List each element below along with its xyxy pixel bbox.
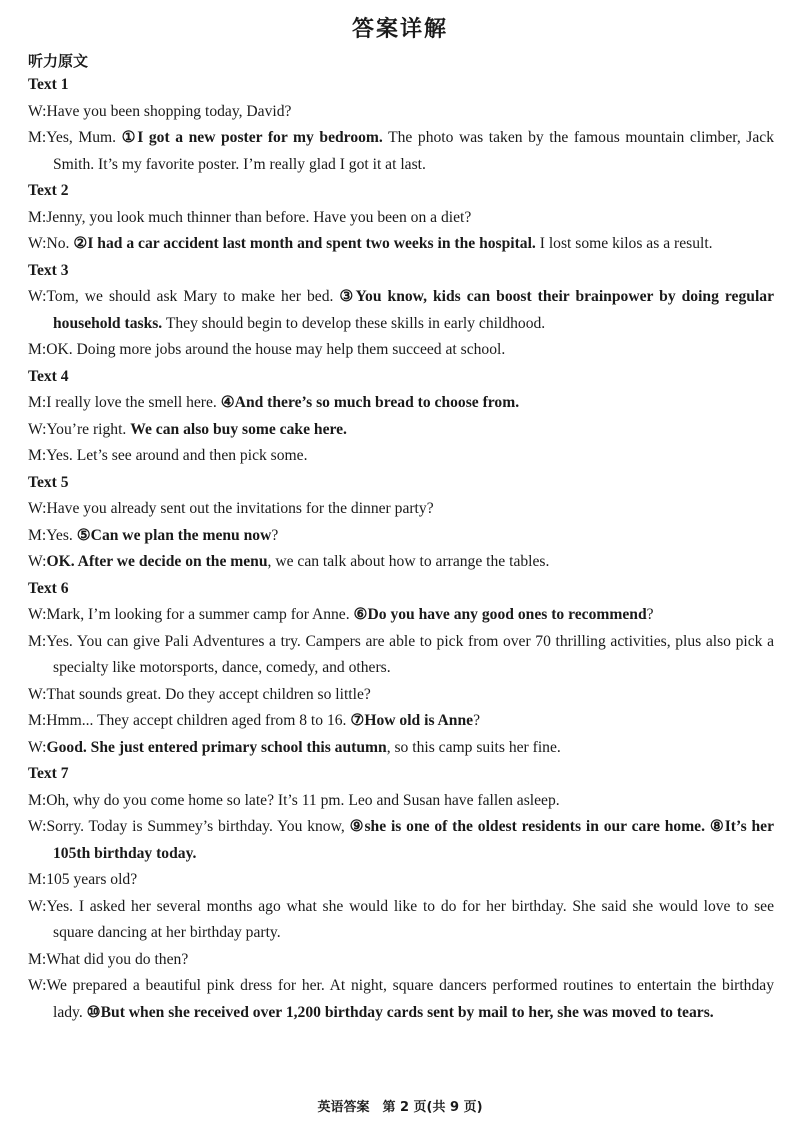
key-sentence: ②I had a car accident last month and spent two weeks in the hospital. xyxy=(73,235,536,252)
dialogue-line xyxy=(28,390,774,417)
speaker-label: W: xyxy=(28,553,47,570)
dialogue-line xyxy=(28,708,774,735)
dialogue-text: Yes. Let’s see around and then pick some. xyxy=(46,447,308,464)
dialogue-line xyxy=(28,788,774,815)
dialogue-text: , so this camp suits her fine. xyxy=(386,738,561,756)
key-sentence: ③You know, kids can boost their brainpower by doing regular household tasks. xyxy=(53,288,774,332)
dialogue-line xyxy=(28,523,774,550)
dialogue-text: We prepared a beautiful pink dress for her. At night, square dancers performed routines to entertain the birthday lady. xyxy=(46,977,774,1021)
dialogue-line xyxy=(28,337,774,364)
dialogue-line xyxy=(28,205,774,232)
dialogue-text: I lost some kilos as a result. xyxy=(535,235,713,252)
dialogue-text: Yes. xyxy=(46,526,77,544)
speaker-label: W: xyxy=(28,977,47,994)
key-sentence: ④And there’s so much bread to choose from. xyxy=(220,394,520,411)
dialogue-line xyxy=(28,814,774,867)
text-heading: Text 1 xyxy=(28,76,69,93)
text-heading: Text 5 xyxy=(28,473,69,491)
dialogue-line xyxy=(28,231,774,258)
key-sentence: ①I got a new poster for my bedroom. xyxy=(121,129,383,146)
dialogue-text: Have you already sent out the invitations for the dinner party? xyxy=(46,500,434,517)
speaker-label: M: xyxy=(28,208,47,226)
key-sentence: ⑤Can we plan the menu now xyxy=(76,526,272,544)
key-sentence: OK. After we decide on the menu xyxy=(46,553,268,570)
dialogue-line xyxy=(28,867,774,894)
dialogue-text: I really love the smell here. xyxy=(46,394,221,411)
dialogue-text: What did you do then? xyxy=(46,950,189,968)
dialogue-text: Yes. You can give Pali Adventures a try. Campers are able to pick from over 70 thrilling activities, plus also pick a specialty like motorsports, dance, comedy, and others. xyxy=(46,632,774,676)
dialogue-text: That sounds great. Do they accept children so little? xyxy=(46,685,371,703)
speaker-label: M: xyxy=(28,791,47,809)
speaker-label: M: xyxy=(28,129,47,146)
dialogue-text: No. xyxy=(46,235,74,252)
speaker-label: W: xyxy=(28,235,47,252)
speaker-label: M: xyxy=(28,871,47,888)
speaker-label: M: xyxy=(28,950,47,968)
text-heading: Text 4 xyxy=(28,367,69,385)
speaker-label: M: xyxy=(28,447,47,464)
speaker-label: W: xyxy=(28,738,47,756)
dialogue-line xyxy=(28,629,774,682)
page-title: 答案详解 xyxy=(351,17,448,42)
speaker-label: W: xyxy=(28,606,47,623)
dialogue-text: Sorry. Today is Summey’s birthday. You know, xyxy=(46,818,350,835)
dialogue-line xyxy=(28,284,774,337)
dialogue-line xyxy=(28,417,774,444)
dialogue-text: Oh, why do you come home so late? It’s 11 pm. Leo and Susan have fallen asleep. xyxy=(46,791,560,809)
text-heading: Text 6 xyxy=(28,579,69,597)
key-sentence: ⑩But when she received over 1,200 birthday cards sent by mail to her, she was moved to tears. xyxy=(86,1003,714,1021)
dialogue-line xyxy=(28,125,774,178)
dialogue-text: OK. Doing more jobs around the house may help them succeed at school. xyxy=(46,341,506,358)
dialogue-text: The photo was taken by the famous mountain climber, Jack Smith. It’s my favorite poster. I’m really glad I got it at last. xyxy=(53,129,775,173)
speaker-label: W: xyxy=(28,102,47,120)
dialogue-line xyxy=(28,735,774,762)
dialogue-line xyxy=(28,947,774,974)
speaker-label: M: xyxy=(28,526,47,544)
speaker-label: M: xyxy=(28,712,47,729)
dialogue-text: ? xyxy=(646,606,654,623)
key-sentence: ⑥Do you have any good ones to recommend xyxy=(353,606,647,623)
dialogue-line xyxy=(28,549,774,576)
dialogue-line xyxy=(28,894,774,947)
text-heading: Text 7 xyxy=(28,765,69,782)
key-sentence: Good. She just entered primary school this autumn xyxy=(46,738,387,756)
speaker-label: W: xyxy=(28,818,47,835)
speaker-label: M: xyxy=(28,394,47,411)
speaker-label: W: xyxy=(28,897,47,915)
speaker-label: W: xyxy=(28,685,47,703)
speaker-label: M: xyxy=(28,632,47,650)
dialogue-text: ? xyxy=(473,712,480,729)
speaker-label: M: xyxy=(28,341,47,358)
key-sentence: We can also buy some cake here. xyxy=(130,420,347,438)
dialogue-text: 105 years old? xyxy=(46,871,138,888)
dialogue-line xyxy=(28,973,774,1026)
dialogue-text: They should begin to develop these skills in early childhood. xyxy=(162,314,546,332)
key-sentence: ⑦How old is Anne xyxy=(350,712,474,729)
speaker-label: W: xyxy=(28,500,47,517)
dialogue-text: Yes, Mum. xyxy=(46,129,122,146)
dialogue-line xyxy=(28,99,774,126)
page-footer: 英语答案 第 2 页(共 9 页) xyxy=(317,1100,483,1115)
speaker-label: W: xyxy=(28,420,47,438)
dialogue-line xyxy=(28,496,774,523)
dialogue-text: Hmm... They accept children aged from 8 to 16. xyxy=(46,712,351,729)
dialogue-text: Yes. I asked her several months ago what she would like to do for her birthday. She said she would love to see square dancing at her birthday party. xyxy=(46,897,774,941)
dialogue-text: ? xyxy=(271,526,279,544)
dialogue-text: , we can talk about how to arrange the tables. xyxy=(267,553,550,570)
dialogue-line xyxy=(28,443,774,470)
speaker-label: W: xyxy=(28,288,47,305)
text-heading: Text 2 xyxy=(28,182,69,199)
dialogue-text: Jenny, you look much thinner than before. Have you been on a diet? xyxy=(46,208,472,226)
section-title: 听力原文 xyxy=(28,52,89,70)
dialogue-line xyxy=(28,602,774,629)
dialogue-text: Have you been shopping today, David? xyxy=(46,102,292,120)
dialogue-text: Tom, we should ask Mary to make her bed. xyxy=(46,288,340,305)
transcript-body xyxy=(28,72,774,1026)
dialogue-text: Mark, I’m looking for a summer camp for Anne. xyxy=(46,606,354,623)
dialogue-line xyxy=(28,682,774,709)
text-heading: Text 3 xyxy=(28,261,69,279)
key-sentence: ⑨she is one of the oldest residents in our care home. ⑧It’s her 105th birthday today. xyxy=(53,818,774,862)
dialogue-text: You’re right. xyxy=(46,420,131,438)
